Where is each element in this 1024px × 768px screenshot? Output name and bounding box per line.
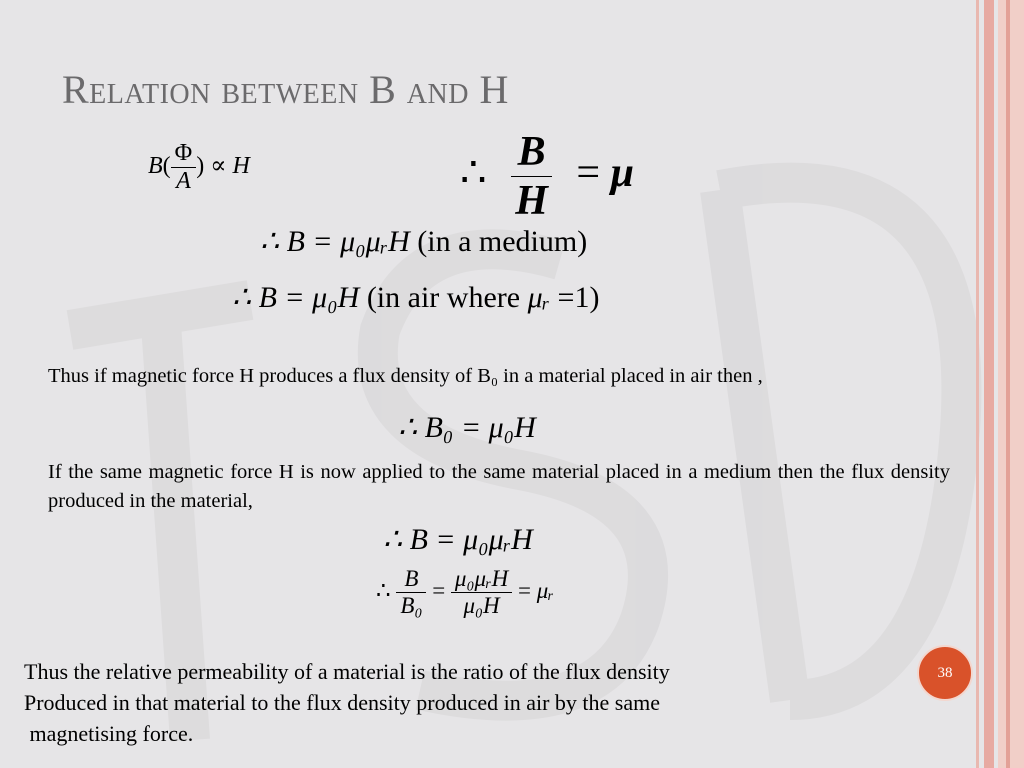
- conclusion-line-2: Produced in that material to the flux density produced in air by the same: [24, 690, 660, 715]
- eq-medium-note: (in a medium): [417, 225, 588, 258]
- equation-ratio: [460, 128, 634, 225]
- eq-air-note-a: (in air where: [366, 281, 521, 314]
- equation-b0: ∴ B₀ = μ₀H: [398, 411, 536, 444]
- equation-air: [232, 280, 599, 315]
- eq-therefore: ∴: [460, 150, 487, 197]
- mu-ratio-fraction: [451, 566, 512, 619]
- eq-final-num1: B: [396, 566, 426, 593]
- paragraph-conclusion: [24, 656, 914, 749]
- eq-proportional-rhs: ∝ H: [210, 153, 250, 180]
- eq-ratio-mu: μ: [610, 150, 634, 197]
- eq-final-den1: B₀: [400, 593, 423, 618]
- eq-medium-expr: ∴ B = μ₀μᵣH: [260, 225, 410, 258]
- b-over-h-fraction: [511, 128, 552, 225]
- paragraph-medium: If the same magnetic force H is now applied to the same material placed in a medium then the flux density produced in the material,: [48, 461, 950, 512]
- eq-final-rhs: μᵣ: [536, 577, 554, 603]
- equation-proportional: B( $\frac{\Phi}{A}$ ) ∝ H: [148, 140, 250, 194]
- eq-air-expr: ∴ B = μ₀H: [232, 281, 360, 314]
- conclusion-line-3: magnetising force.: [24, 721, 194, 746]
- eq-ratio-equals: =: [576, 150, 601, 197]
- eq-b-symbol: B: [148, 153, 163, 180]
- equation-final: [376, 566, 554, 619]
- eq-phi: Φ: [171, 140, 197, 168]
- conclusion-line-1: Thus the relative permeability of a material is the ratio of the flux density: [24, 659, 670, 684]
- equation-b-medium: ∴ B = μ₀μᵣH: [383, 523, 533, 556]
- right-decorative-bar: [976, 0, 1024, 768]
- eq-final-therefore: ∴: [376, 577, 391, 603]
- flux-over-area-fraction: [171, 140, 197, 195]
- eq-area: A: [176, 168, 191, 194]
- b-over-b0-fraction: [396, 566, 426, 619]
- eq-final-num2: μ₀μᵣH: [451, 566, 512, 593]
- slide-number-badge: 38: [917, 645, 973, 701]
- equation-medium: [260, 224, 587, 259]
- eq-ratio-h: H: [515, 178, 548, 224]
- paragraph-air: Thus if magnetic force H produces a flux density of B₀ in a material placed in air then ,: [48, 365, 763, 387]
- eq-final-den2: μ₀H: [463, 593, 500, 618]
- eq-ratio-b: B: [511, 128, 552, 177]
- slide-title: Relation between B and H: [62, 67, 509, 112]
- eq-air-note-b: =1): [557, 281, 600, 314]
- eq-final-eq1: =: [432, 577, 446, 603]
- eq-air-mu-r: μᵣ: [527, 281, 551, 314]
- eq-final-eq2: =: [518, 577, 532, 603]
